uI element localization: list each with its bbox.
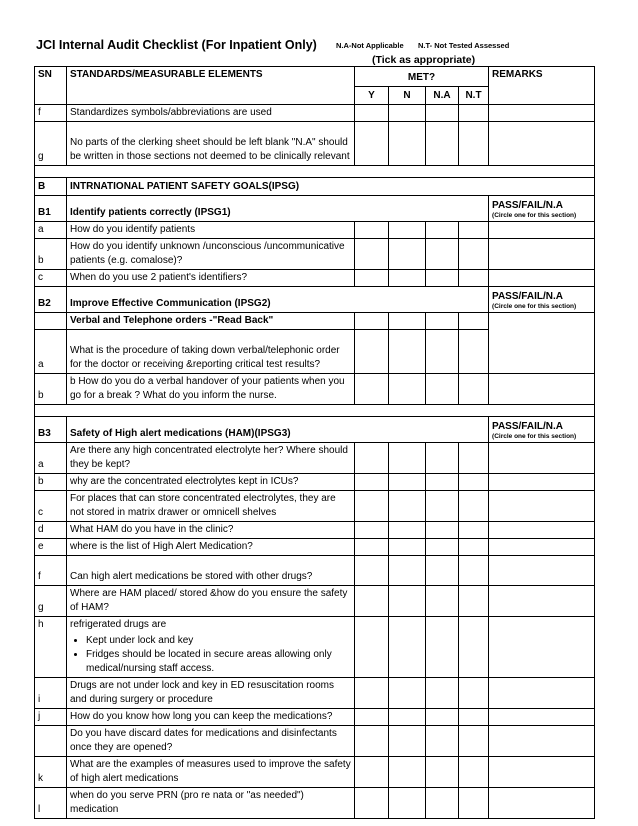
remarks-cell[interactable] xyxy=(489,726,595,757)
row-question: For places that can store concentrated electrolytes, they are not stored in matrix drawer or omnicell shelves xyxy=(67,491,355,522)
remarks-cell[interactable] xyxy=(489,491,595,522)
row-sn: a xyxy=(35,330,67,374)
pass-fail-label: PASS/FAIL/N.A xyxy=(492,421,563,432)
table-row xyxy=(35,556,595,586)
na-checkbox[interactable] xyxy=(426,374,459,405)
table-row xyxy=(35,539,595,556)
row-question: where is the list of High Alert Medication? xyxy=(67,539,355,556)
n-checkbox[interactable] xyxy=(389,270,426,287)
n-checkbox[interactable] xyxy=(389,491,426,522)
section-title: INTRNATIONAL PATIENT SAFETY GOALS(IPSG) xyxy=(67,178,595,196)
row-question: b How do you do a verbal handover of your patients when you go for a break ? What do you inform the nurse. xyxy=(67,374,355,405)
table-row xyxy=(35,522,595,539)
nt-header: N.T xyxy=(459,87,489,105)
remarks-cell[interactable] xyxy=(489,443,595,474)
row-question-text: refrigerated drugs are xyxy=(70,619,167,630)
row-question: Drugs are not under lock and key in ED resuscitation rooms and during surgery or procedure xyxy=(67,678,355,709)
circle-note: (Circle one for this section) xyxy=(492,433,577,440)
row-sn: h xyxy=(35,617,67,678)
table-row xyxy=(35,374,595,405)
nt-checkbox[interactable] xyxy=(459,105,489,122)
y-checkbox[interactable] xyxy=(355,474,389,491)
pass-fail-label: PASS/FAIL/N.A xyxy=(492,200,563,211)
nt-checkbox[interactable] xyxy=(459,556,489,586)
table-row xyxy=(35,122,595,166)
nt-checkbox[interactable] xyxy=(459,617,489,678)
nt-checkbox[interactable] xyxy=(459,222,489,239)
row-question: What HAM do you have in the clinic? xyxy=(67,522,355,539)
remarks-cell[interactable] xyxy=(489,788,595,819)
na-checkbox[interactable] xyxy=(426,617,459,678)
na-checkbox[interactable] xyxy=(426,556,459,586)
na-checkbox[interactable] xyxy=(426,678,459,709)
remarks-cell[interactable] xyxy=(489,270,595,287)
remarks-cell[interactable] xyxy=(489,678,595,709)
na-header: N.A xyxy=(426,87,459,105)
remarks-cell[interactable] xyxy=(489,539,595,556)
nt-checkbox[interactable] xyxy=(459,474,489,491)
y-checkbox[interactable] xyxy=(355,586,389,617)
na-checkbox[interactable] xyxy=(426,443,459,474)
na-checkbox[interactable] xyxy=(426,122,459,166)
y-checkbox[interactable] xyxy=(355,788,389,819)
remarks-cell[interactable] xyxy=(489,313,595,374)
remarks-cell[interactable] xyxy=(489,239,595,270)
y-checkbox[interactable] xyxy=(355,105,389,122)
subsection-row xyxy=(35,417,595,443)
remarks-cell[interactable] xyxy=(489,374,595,405)
row-question: Do you have discard dates for medications and disinfectants once they are opened? xyxy=(67,726,355,757)
n-checkbox[interactable] xyxy=(389,757,426,788)
y-checkbox[interactable] xyxy=(355,491,389,522)
n-checkbox[interactable] xyxy=(389,709,426,726)
y-checkbox[interactable] xyxy=(355,709,389,726)
row-sn: b xyxy=(35,374,67,405)
pass-fail-label: PASS/FAIL/N.A xyxy=(492,291,563,302)
nt-checkbox[interactable] xyxy=(459,586,489,617)
n-checkbox[interactable] xyxy=(389,239,426,270)
pass-fail-cell[interactable] xyxy=(489,417,595,443)
nt-checkbox[interactable] xyxy=(459,491,489,522)
row-question: How do you know how long you can keep the medications? xyxy=(67,709,355,726)
na-checkbox[interactable] xyxy=(426,788,459,819)
spacer-row xyxy=(35,166,595,178)
subsection-title: Identify patients correctly (IPSG1) xyxy=(67,196,489,222)
table-row xyxy=(35,617,595,678)
remarks-cell[interactable] xyxy=(489,709,595,726)
remarks-cell[interactable] xyxy=(489,474,595,491)
na-checkbox[interactable] xyxy=(426,222,459,239)
y-checkbox[interactable] xyxy=(355,539,389,556)
y-checkbox[interactable] xyxy=(355,222,389,239)
na-checkbox[interactable] xyxy=(426,491,459,522)
nt-checkbox[interactable] xyxy=(459,374,489,405)
subsection-subtitle: Verbal and Telephone orders -"Read Back" xyxy=(67,313,355,330)
nt-checkbox[interactable] xyxy=(459,678,489,709)
nt-checkbox[interactable] xyxy=(459,522,489,539)
row-question: why are the concentrated electrolytes kept in ICUs? xyxy=(67,474,355,491)
na-checkbox[interactable] xyxy=(426,726,459,757)
n-checkbox[interactable] xyxy=(389,556,426,586)
n-checkbox[interactable] xyxy=(389,122,426,166)
tick-instruction: (Tick as appropriate) xyxy=(372,54,476,66)
nt-checkbox[interactable] xyxy=(459,122,489,166)
n-checkbox[interactable] xyxy=(389,443,426,474)
n-checkbox[interactable] xyxy=(389,617,426,678)
table-row xyxy=(35,270,595,287)
row-sn: b xyxy=(35,474,67,491)
y-checkbox[interactable] xyxy=(355,678,389,709)
met-header: MET? xyxy=(355,67,489,87)
n-checkbox[interactable] xyxy=(389,222,426,239)
subsection-sn: B3 xyxy=(35,417,67,443)
row-question: How do you identify patients xyxy=(67,222,355,239)
subsection-title: Safety of High alert medications (HAM)(IPSG3) xyxy=(67,417,489,443)
remarks-cell[interactable] xyxy=(489,222,595,239)
table-row xyxy=(35,757,595,788)
y-checkbox[interactable] xyxy=(355,757,389,788)
row-sn: i xyxy=(35,678,67,709)
remarks-cell[interactable] xyxy=(489,105,595,122)
remarks-cell[interactable] xyxy=(489,122,595,166)
table-row xyxy=(35,222,595,239)
subsection-title: Improve Effective Communication (IPSG2) xyxy=(67,287,489,313)
subsection-row xyxy=(35,287,595,313)
row-question xyxy=(67,617,355,678)
circle-note: (Circle one for this section) xyxy=(492,212,577,219)
row-sn: l xyxy=(35,788,67,819)
row-sn: a xyxy=(35,443,67,474)
row-question: Can high alert medications be stored with other drugs? xyxy=(67,556,355,586)
table-row xyxy=(35,709,595,726)
row-sn: e xyxy=(35,539,67,556)
remarks-cell[interactable] xyxy=(489,522,595,539)
subsection-sn: B2 xyxy=(35,287,67,313)
row-question: How do you identify unknown /unconscious /uncommunicative patients (e.g. comalose)? xyxy=(67,239,355,270)
row-sn xyxy=(35,726,67,757)
remarks-cell[interactable] xyxy=(489,556,595,586)
nt-legend: N.T- Not Tested Assessed xyxy=(418,41,510,50)
nt-checkbox[interactable] xyxy=(459,726,489,757)
nt-checkbox[interactable] xyxy=(459,539,489,556)
spacer-row xyxy=(35,405,595,417)
pass-fail-cell[interactable] xyxy=(489,196,595,222)
bullet-item: • Fridges should be located in secure areas allowing only medical/nursing staff access. xyxy=(86,648,351,676)
table-row xyxy=(35,313,595,330)
n-header: N xyxy=(389,87,426,105)
subsection-sn: B1 xyxy=(35,196,67,222)
n-checkbox[interactable] xyxy=(389,474,426,491)
table-row xyxy=(35,726,595,757)
row-sn: j xyxy=(35,709,67,726)
na-checkbox[interactable] xyxy=(426,539,459,556)
audit-checklist-table xyxy=(34,66,595,819)
na-checkbox[interactable] xyxy=(426,757,459,788)
row-sn: b xyxy=(35,239,67,270)
row-question: Standardizes symbols/abbreviations are used xyxy=(67,105,355,122)
nt-checkbox[interactable] xyxy=(459,709,489,726)
pass-fail-cell[interactable] xyxy=(489,287,595,313)
row-question: What are the examples of measures used to improve the safety of high alert medications xyxy=(67,757,355,788)
y-checkbox[interactable] xyxy=(355,239,389,270)
n-checkbox[interactable] xyxy=(389,678,426,709)
nt-checkbox[interactable] xyxy=(459,270,489,287)
row-question: Are there any high concentrated electrolyte her? Where should they be kept? xyxy=(67,443,355,474)
row-question: What is the procedure of taking down verbal/telephonic order for the doctor or receiving &reporting critical test results? xyxy=(67,330,355,374)
subsection-row xyxy=(35,196,595,222)
row-sn: c xyxy=(35,270,67,287)
row-sn: k xyxy=(35,757,67,788)
na-checkbox[interactable] xyxy=(426,709,459,726)
n-checkbox[interactable] xyxy=(389,539,426,556)
n-checkbox[interactable] xyxy=(389,105,426,122)
row-sn: d xyxy=(35,522,67,539)
n-checkbox[interactable] xyxy=(389,522,426,539)
na-checkbox[interactable] xyxy=(426,586,459,617)
na-checkbox[interactable] xyxy=(426,239,459,270)
na-checkbox[interactable] xyxy=(426,474,459,491)
row-sn: g xyxy=(35,586,67,617)
nt-checkbox[interactable] xyxy=(459,757,489,788)
table-row xyxy=(35,474,595,491)
table-header-row xyxy=(35,67,595,87)
nt-checkbox[interactable] xyxy=(459,443,489,474)
row-question: No parts of the clerking sheet should be left blank "N.A" should be written in those sections not deemed to be clinically relevant xyxy=(67,122,355,166)
n-checkbox[interactable] xyxy=(389,726,426,757)
n-checkbox[interactable] xyxy=(389,586,426,617)
remarks-header: REMARKS xyxy=(489,67,595,105)
y-header: Y xyxy=(355,87,389,105)
y-checkbox[interactable] xyxy=(355,522,389,539)
row-sn: f xyxy=(35,556,67,586)
y-checkbox[interactable] xyxy=(355,330,389,374)
section-row xyxy=(35,178,595,196)
na-checkbox[interactable] xyxy=(426,522,459,539)
y-checkbox[interactable] xyxy=(355,270,389,287)
y-checkbox[interactable] xyxy=(355,443,389,474)
na-checkbox[interactable] xyxy=(426,270,459,287)
remarks-cell[interactable] xyxy=(489,586,595,617)
y-checkbox[interactable] xyxy=(355,374,389,405)
y-checkbox[interactable] xyxy=(355,617,389,678)
table-row xyxy=(35,788,595,819)
y-checkbox[interactable] xyxy=(355,726,389,757)
page-title: JCI Internal Audit Checklist (For Inpatient Only) xyxy=(36,38,317,52)
nt-checkbox[interactable] xyxy=(459,239,489,270)
row-sn: f xyxy=(35,105,67,122)
table-row xyxy=(35,443,595,474)
row-sn: g xyxy=(35,122,67,166)
nt-checkbox[interactable] xyxy=(459,788,489,819)
na-checkbox[interactable] xyxy=(426,330,459,374)
remarks-cell[interactable] xyxy=(489,757,595,788)
na-checkbox[interactable] xyxy=(426,105,459,122)
na-legend: N.A-Not Applicable xyxy=(336,41,404,50)
y-checkbox[interactable] xyxy=(355,556,389,586)
standards-header: STANDARDS/MEASURABLE ELEMENTS xyxy=(67,67,355,105)
n-checkbox[interactable] xyxy=(389,330,426,374)
row-sn: a xyxy=(35,222,67,239)
y-checkbox[interactable] xyxy=(355,122,389,166)
n-checkbox[interactable] xyxy=(389,374,426,405)
row-question: When do you use 2 patient's identifiers? xyxy=(67,270,355,287)
n-checkbox[interactable] xyxy=(389,788,426,819)
remarks-cell[interactable] xyxy=(489,617,595,678)
nt-checkbox[interactable] xyxy=(459,330,489,374)
row-question: when do you serve PRN (pro re nata or "as needed") medication xyxy=(67,788,355,819)
circle-note: (Circle one for this section) xyxy=(492,303,577,310)
table-row xyxy=(35,678,595,709)
row-sn: c xyxy=(35,491,67,522)
row-question: Where are HAM placed/ stored &how do you ensure the safety of HAM? xyxy=(67,586,355,617)
bullet-item: • Kept under lock and key xyxy=(86,634,351,648)
table-row xyxy=(35,586,595,617)
table-row xyxy=(35,105,595,122)
sn-header: SN xyxy=(35,67,67,105)
table-row xyxy=(35,491,595,522)
bullet-list xyxy=(70,634,351,676)
section-sn: B xyxy=(35,178,67,196)
table-row xyxy=(35,239,595,270)
